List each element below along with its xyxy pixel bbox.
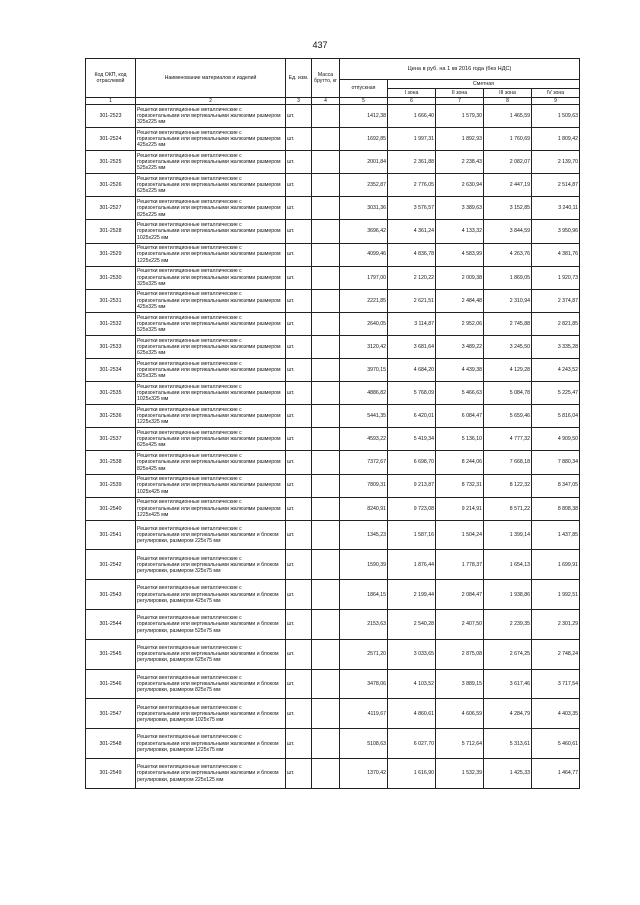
row-name: Решетки вентиляционные металлические с горизонтальными или вертикальными жалюзями размером 625х325 мм: [136, 335, 286, 358]
row-mass: [312, 759, 340, 789]
row-unit: шт.: [286, 335, 312, 358]
row-code: 301-2542: [86, 550, 136, 580]
row-price-zone-3: 1 760,69: [484, 128, 532, 151]
header-code: Код ОКП, код отраслевой: [86, 59, 136, 98]
row-unit: шт.: [286, 639, 312, 669]
row-price-zone-1: 3 114,87: [388, 312, 436, 335]
row-price-zone-3: 3 245,50: [484, 335, 532, 358]
column-number: 6: [388, 98, 436, 105]
row-price-wholesale: 1692,85: [340, 128, 388, 151]
row-code: 301-2524: [86, 128, 136, 151]
row-price-zone-2: 8 244,06: [436, 451, 484, 474]
row-code: 301-2525: [86, 151, 136, 174]
row-price-zone-1: 4 361,24: [388, 220, 436, 243]
table-row: [86, 266, 580, 289]
header-zone-3: III зона: [484, 89, 532, 98]
row-name: Решетки вентиляционные металлические с горизонтальными или вертикальными жалюзями размером 425х225 мм: [136, 128, 286, 151]
row-price-zone-4: 8 808,38: [532, 497, 580, 520]
row-mass: [312, 243, 340, 266]
row-name: Решетки вентиляционные металлические с горизонтальными или вертикальными жалюзями размером 325х225 мм: [136, 105, 286, 128]
row-price-zone-4: 3 717,54: [532, 669, 580, 699]
row-price-zone-4: 1 920,73: [532, 266, 580, 289]
row-price-zone-2: 2 238,43: [436, 151, 484, 174]
row-unit: шт.: [286, 428, 312, 451]
row-price-zone-2: 2 875,08: [436, 639, 484, 669]
row-price-zone-4: 3 240,11: [532, 197, 580, 220]
row-price-zone-4: 8 347,05: [532, 474, 580, 497]
price-table: [85, 58, 580, 789]
row-name: Решетки вентиляционные металлические с горизонтальными или вертикальными жалюзями размером 325х325 мм: [136, 266, 286, 289]
table-row: [86, 105, 580, 128]
row-price-wholesale: 2001,84: [340, 151, 388, 174]
table-row: [86, 312, 580, 335]
row-mass: [312, 669, 340, 699]
row-price-zone-2: 1 579,30: [436, 105, 484, 128]
row-code: 301-2534: [86, 359, 136, 382]
row-price-wholesale: 4119,67: [340, 699, 388, 729]
row-price-zone-3: 5 084,78: [484, 382, 532, 405]
page-number: 437: [312, 40, 328, 50]
row-price-zone-3: 2 082,07: [484, 151, 532, 174]
row-code: 301-2544: [86, 610, 136, 640]
row-price-zone-1: 2 621,51: [388, 289, 436, 312]
row-price-zone-2: 4 583,99: [436, 243, 484, 266]
table-row: [86, 289, 580, 312]
row-code: 301-2543: [86, 580, 136, 610]
row-price-zone-1: 5 419,34: [388, 428, 436, 451]
column-number: 9: [532, 98, 580, 105]
row-code: 301-2541: [86, 520, 136, 550]
row-mass: [312, 220, 340, 243]
row-price-zone-4: 5 225,47: [532, 382, 580, 405]
row-unit: шт.: [286, 497, 312, 520]
row-name: Решетки вентиляционные металлические с горизонтальными или вертикальными жалюзями размером 625х225 мм: [136, 174, 286, 197]
row-price-wholesale: 5108,63: [340, 729, 388, 759]
row-price-zone-3: 3 152,85: [484, 197, 532, 220]
row-price-zone-3: 4 777,32: [484, 428, 532, 451]
row-name: Решетки вентиляционные металлические с горизонтальными или вертикальными жалюзями размером 1225х325 мм: [136, 405, 286, 428]
row-price-zone-2: 2 952,06: [436, 312, 484, 335]
row-mass: [312, 174, 340, 197]
row-price-zone-1: 6 027,70: [388, 729, 436, 759]
table-row: [86, 550, 580, 580]
row-unit: шт.: [286, 550, 312, 580]
row-code: 301-2545: [86, 639, 136, 669]
row-mass: [312, 639, 340, 669]
row-unit: шт.: [286, 151, 312, 174]
row-price-zone-3: 1 938,86: [484, 580, 532, 610]
row-mass: [312, 105, 340, 128]
row-unit: шт.: [286, 699, 312, 729]
row-price-zone-3: 1 654,13: [484, 550, 532, 580]
row-code: 301-2526: [86, 174, 136, 197]
row-name: Решетки вентиляционные металлические с горизонтальными или вертикальными жалюзями размером 525х225 мм: [136, 151, 286, 174]
row-unit: шт.: [286, 312, 312, 335]
row-price-wholesale: 4886,82: [340, 382, 388, 405]
row-price-zone-1: 6 698,70: [388, 451, 436, 474]
row-unit: шт.: [286, 105, 312, 128]
table-body: [86, 105, 580, 789]
row-price-zone-4: 5 816,04: [532, 405, 580, 428]
row-code: 301-2527: [86, 197, 136, 220]
row-price-zone-2: 3 389,63: [436, 197, 484, 220]
row-price-zone-3: 2 674,25: [484, 639, 532, 669]
row-code: 301-2530: [86, 266, 136, 289]
row-name: Решетки вентиляционные металлические с горизонтальными или вертикальными жалюзями размером 825х225 мм: [136, 197, 286, 220]
row-price-wholesale: 2352,87: [340, 174, 388, 197]
row-price-zone-4: 4 243,52: [532, 359, 580, 382]
row-price-zone-3: 3 844,59: [484, 220, 532, 243]
table-row: [86, 639, 580, 669]
row-price-zone-3: 4 263,76: [484, 243, 532, 266]
header-zone-4: IV зона: [532, 89, 580, 98]
row-price-wholesale: 8240,91: [340, 497, 388, 520]
table-row: [86, 729, 580, 759]
row-price-wholesale: 1864,15: [340, 580, 388, 610]
row-name: Решетки вентиляционные металлические с горизонтальными или вертикальными жалюзями и блоком регулировки, размером 225х125 мм: [136, 759, 286, 789]
row-price-zone-3: 2 239,35: [484, 610, 532, 640]
row-price-zone-4: 4 381,76: [532, 243, 580, 266]
row-price-zone-2: 2 630,94: [436, 174, 484, 197]
row-name: Решетки вентиляционные металлические с горизонтальными или вертикальными жалюзями и блоком регулировки, размером 625х75 мм: [136, 639, 286, 669]
row-name: Решетки вентиляционные металлические с горизонтальными или вертикальными жалюзями размером 425х325 мм: [136, 289, 286, 312]
row-name: Решетки вентиляционные металлические с горизонтальными или вертикальными жалюзями размером 1025х325 мм: [136, 382, 286, 405]
row-unit: шт.: [286, 359, 312, 382]
header-mass: Масса брутто, кг: [312, 59, 340, 98]
row-price-zone-1: 2 361,88: [388, 151, 436, 174]
table-row: [86, 220, 580, 243]
row-unit: шт.: [286, 759, 312, 789]
row-price-zone-3: 4 129,28: [484, 359, 532, 382]
row-price-zone-2: 2 484,48: [436, 289, 484, 312]
row-price-zone-2: 3 889,15: [436, 669, 484, 699]
row-unit: шт.: [286, 405, 312, 428]
row-price-zone-4: 4 909,50: [532, 428, 580, 451]
row-code: 301-2549: [86, 759, 136, 789]
row-price-wholesale: 2640,05: [340, 312, 388, 335]
row-price-zone-4: 3 950,96: [532, 220, 580, 243]
row-price-zone-1: 1 616,90: [388, 759, 436, 789]
row-price-zone-4: 1 992,51: [532, 580, 580, 610]
row-unit: шт.: [286, 669, 312, 699]
table-row: [86, 610, 580, 640]
row-price-zone-4: 1 809,42: [532, 128, 580, 151]
table-header: [86, 59, 580, 105]
row-price-zone-4: 2 374,87: [532, 289, 580, 312]
row-unit: шт.: [286, 197, 312, 220]
column-number: 2: [136, 98, 286, 105]
row-mass: [312, 497, 340, 520]
row-price-wholesale: 1590,39: [340, 550, 388, 580]
row-price-zone-2: 5 712,64: [436, 729, 484, 759]
row-name: Решетки вентиляционные металлические с горизонтальными или вертикальными жалюзями размером 625х425 мм: [136, 428, 286, 451]
row-mass: [312, 610, 340, 640]
row-price-zone-1: 9 213,87: [388, 474, 436, 497]
row-code: 301-2529: [86, 243, 136, 266]
row-price-zone-4: 3 335,28: [532, 335, 580, 358]
column-number: 3: [286, 98, 312, 105]
row-price-wholesale: 3478,06: [340, 669, 388, 699]
row-price-zone-3: 2 447,19: [484, 174, 532, 197]
table-row: [86, 405, 580, 428]
row-name: Решетки вентиляционные металлические с горизонтальными или вертикальными жалюзями размером 1025х425 мм: [136, 474, 286, 497]
table-row: [86, 580, 580, 610]
row-price-wholesale: 3120,42: [340, 335, 388, 358]
column-numbers-row: [86, 98, 580, 105]
column-number: 5: [340, 98, 388, 105]
row-price-zone-4: 4 403,35: [532, 699, 580, 729]
column-number: 8: [484, 98, 532, 105]
row-price-zone-2: 4 606,59: [436, 699, 484, 729]
row-mass: [312, 312, 340, 335]
row-code: 301-2533: [86, 335, 136, 358]
row-unit: шт.: [286, 243, 312, 266]
table-row: [86, 335, 580, 358]
row-code: 301-2547: [86, 699, 136, 729]
row-price-zone-2: 6 084,47: [436, 405, 484, 428]
row-price-zone-4: 2 821,85: [532, 312, 580, 335]
table-row: [86, 451, 580, 474]
header-zone-2: II зона: [436, 89, 484, 98]
table-row: [86, 128, 580, 151]
row-price-zone-3: 8 571,22: [484, 497, 532, 520]
table-row: [86, 497, 580, 520]
row-price-wholesale: 2571,20: [340, 639, 388, 669]
row-unit: шт.: [286, 128, 312, 151]
row-name: Решетки вентиляционные металлические с горизонтальными или вертикальными жалюзями и блоком регулировки, размером 825х75 мм: [136, 669, 286, 699]
table-row: [86, 174, 580, 197]
row-price-zone-2: 5 466,63: [436, 382, 484, 405]
row-code: 301-2539: [86, 474, 136, 497]
row-price-zone-1: 1 876,44: [388, 550, 436, 580]
row-mass: [312, 128, 340, 151]
row-price-zone-1: 9 723,08: [388, 497, 436, 520]
table-row: [86, 151, 580, 174]
row-price-zone-1: 6 420,01: [388, 405, 436, 428]
row-price-zone-4: 1 464,77: [532, 759, 580, 789]
row-code: 301-2532: [86, 312, 136, 335]
row-price-zone-4: 5 460,61: [532, 729, 580, 759]
row-price-zone-3: 5 313,61: [484, 729, 532, 759]
row-mass: [312, 289, 340, 312]
table-row: [86, 759, 580, 789]
header-price-title: Цена в руб. на 1 кв 2016 года (без НДС): [340, 59, 580, 80]
row-price-zone-4: 1 509,63: [532, 105, 580, 128]
row-name: Решетки вентиляционные металлические с горизонтальными или вертикальными жалюзями размером 825х325 мм: [136, 359, 286, 382]
row-unit: шт.: [286, 580, 312, 610]
row-unit: шт.: [286, 289, 312, 312]
row-mass: [312, 699, 340, 729]
row-unit: шт.: [286, 382, 312, 405]
row-price-zone-3: 4 284,79: [484, 699, 532, 729]
column-number: 7: [436, 98, 484, 105]
row-mass: [312, 550, 340, 580]
row-price-zone-3: 1 399,14: [484, 520, 532, 550]
table-row: [86, 382, 580, 405]
row-price-zone-3: 7 668,18: [484, 451, 532, 474]
table-row: [86, 699, 580, 729]
row-name: Решетки вентиляционные металлические с горизонтальными или вертикальными жалюзями размером 1225х225 мм: [136, 243, 286, 266]
row-price-zone-2: 1 504,24: [436, 520, 484, 550]
row-code: 301-2536: [86, 405, 136, 428]
table-row: [86, 474, 580, 497]
row-price-zone-3: 1 425,33: [484, 759, 532, 789]
row-price-wholesale: 3031,36: [340, 197, 388, 220]
row-price-zone-1: 1 666,40: [388, 105, 436, 128]
row-price-zone-1: 2 540,28: [388, 610, 436, 640]
row-name: Решетки вентиляционные металлические с горизонтальными или вертикальными жалюзями размером 525х325 мм: [136, 312, 286, 335]
row-price-wholesale: 5441,35: [340, 405, 388, 428]
row-unit: шт.: [286, 451, 312, 474]
row-price-zone-2: 2 407,50: [436, 610, 484, 640]
row-name: Решетки вентиляционные металлические с горизонтальными или вертикальными жалюзями и блоком регулировки, размером 325х75 мм: [136, 550, 286, 580]
row-mass: [312, 451, 340, 474]
row-price-zone-2: 1 778,37: [436, 550, 484, 580]
header-estimate: Сметная: [388, 80, 580, 89]
table-row: [86, 197, 580, 220]
row-price-zone-1: 4 860,61: [388, 699, 436, 729]
row-price-zone-3: 1 869,05: [484, 266, 532, 289]
row-price-zone-4: 2 514,87: [532, 174, 580, 197]
row-mass: [312, 729, 340, 759]
row-name: Решетки вентиляционные металлические с горизонтальными или вертикальными жалюзями и блоком регулировки, размером 425х75 мм: [136, 580, 286, 610]
row-unit: шт.: [286, 520, 312, 550]
row-mass: [312, 151, 340, 174]
row-price-zone-2: 4 133,32: [436, 220, 484, 243]
row-price-zone-4: 1 699,91: [532, 550, 580, 580]
table-row: [86, 428, 580, 451]
row-price-zone-4: 2 748,24: [532, 639, 580, 669]
row-mass: [312, 359, 340, 382]
row-code: 301-2546: [86, 669, 136, 699]
row-price-zone-1: 2 120,22: [388, 266, 436, 289]
row-mass: [312, 405, 340, 428]
row-price-zone-3: 2 310,94: [484, 289, 532, 312]
row-price-zone-1: 3 033,65: [388, 639, 436, 669]
row-price-zone-2: 4 439,38: [436, 359, 484, 382]
row-code: 301-2528: [86, 220, 136, 243]
row-price-zone-4: 2 139,70: [532, 151, 580, 174]
row-price-zone-1: 5 768,09: [388, 382, 436, 405]
row-price-wholesale: 1797,00: [340, 266, 388, 289]
row-mass: [312, 335, 340, 358]
row-name: Решетки вентиляционные металлические с горизонтальными или вертикальными жалюзями размером 1025х225 мм: [136, 220, 286, 243]
column-number: 1: [86, 98, 136, 105]
row-price-zone-1: 3 576,57: [388, 197, 436, 220]
row-price-zone-2: 1 532,39: [436, 759, 484, 789]
row-price-wholesale: 4099,46: [340, 243, 388, 266]
row-mass: [312, 197, 340, 220]
row-price-zone-1: 2 199,44: [388, 580, 436, 610]
row-price-zone-4: 2 301,29: [532, 610, 580, 640]
row-price-zone-4: 7 880,34: [532, 451, 580, 474]
row-price-zone-3: 8 122,32: [484, 474, 532, 497]
row-price-zone-2: 1 892,93: [436, 128, 484, 151]
row-price-wholesale: 3970,15: [340, 359, 388, 382]
row-price-wholesale: 3696,42: [340, 220, 388, 243]
row-price-zone-1: 1 997,31: [388, 128, 436, 151]
table-row: [86, 359, 580, 382]
row-price-wholesale: 1412,38: [340, 105, 388, 128]
row-price-wholesale: 7372,67: [340, 451, 388, 474]
row-unit: шт.: [286, 610, 312, 640]
row-code: 301-2540: [86, 497, 136, 520]
table-row: [86, 669, 580, 699]
row-price-zone-3: 1 465,59: [484, 105, 532, 128]
row-price-zone-1: 2 776,05: [388, 174, 436, 197]
row-code: 301-2538: [86, 451, 136, 474]
column-number: 4: [312, 98, 340, 105]
row-price-zone-2: 3 489,22: [436, 335, 484, 358]
row-price-zone-2: 8 732,31: [436, 474, 484, 497]
row-price-zone-1: 1 587,16: [388, 520, 436, 550]
row-mass: [312, 580, 340, 610]
row-price-wholesale: 7809,31: [340, 474, 388, 497]
row-name: Решетки вентиляционные металлические с горизонтальными или вертикальными жалюзями размером 1225х425 мм: [136, 497, 286, 520]
row-name: Решетки вентиляционные металлические с горизонтальными или вертикальными жалюзями и блоком регулировки, размером 1025х75 мм: [136, 699, 286, 729]
row-price-zone-4: 1 437,85: [532, 520, 580, 550]
header-wholesale: отпускная: [340, 80, 388, 98]
row-unit: шт.: [286, 174, 312, 197]
row-mass: [312, 382, 340, 405]
row-code: 301-2537: [86, 428, 136, 451]
row-price-zone-3: 5 659,46: [484, 405, 532, 428]
row-price-wholesale: 1345,23: [340, 520, 388, 550]
row-price-zone-2: 5 136,10: [436, 428, 484, 451]
row-code: 301-2548: [86, 729, 136, 759]
row-unit: шт.: [286, 474, 312, 497]
row-price-zone-1: 4 684,20: [388, 359, 436, 382]
table-row: [86, 243, 580, 266]
row-code: 301-2523: [86, 105, 136, 128]
row-name: Решетки вентиляционные металлические с горизонтальными или вертикальными жалюзями и блоком регулировки, размером 1225х75 мм: [136, 729, 286, 759]
row-price-zone-3: 2 745,88: [484, 312, 532, 335]
row-code: 301-2531: [86, 289, 136, 312]
row-price-zone-3: 3 617,46: [484, 669, 532, 699]
row-name: Решетки вентиляционные металлические с горизонтальными или вертикальными жалюзями и блоком регулировки, размером 525х75 мм: [136, 610, 286, 640]
row-price-zone-2: 9 214,91: [436, 497, 484, 520]
row-code: 301-2535: [86, 382, 136, 405]
row-unit: шт.: [286, 266, 312, 289]
row-mass: [312, 520, 340, 550]
row-price-zone-1: 4 836,78: [388, 243, 436, 266]
row-price-wholesale: 4593,22: [340, 428, 388, 451]
row-price-wholesale: 2153,63: [340, 610, 388, 640]
row-mass: [312, 474, 340, 497]
row-price-zone-2: 2 084,47: [436, 580, 484, 610]
header-name: Наименование материалов и изделий: [136, 59, 286, 98]
row-price-zone-1: 3 681,64: [388, 335, 436, 358]
row-name: Решетки вентиляционные металлические с горизонтальными или вертикальными жалюзями и блоком регулировки, размером 225х75 мм: [136, 520, 286, 550]
row-unit: шт.: [286, 729, 312, 759]
row-mass: [312, 266, 340, 289]
row-mass: [312, 428, 340, 451]
header-zone-1: I зона: [388, 89, 436, 98]
row-price-zone-2: 2 009,38: [436, 266, 484, 289]
header-unit: Ед. изм.: [286, 59, 312, 98]
row-unit: шт.: [286, 220, 312, 243]
table-row: [86, 520, 580, 550]
row-price-wholesale: 1370,42: [340, 759, 388, 789]
row-price-zone-1: 4 103,52: [388, 669, 436, 699]
row-price-wholesale: 2221,85: [340, 289, 388, 312]
row-name: Решетки вентиляционные металлические с горизонтальными или вертикальными жалюзями размером 825х425 мм: [136, 451, 286, 474]
